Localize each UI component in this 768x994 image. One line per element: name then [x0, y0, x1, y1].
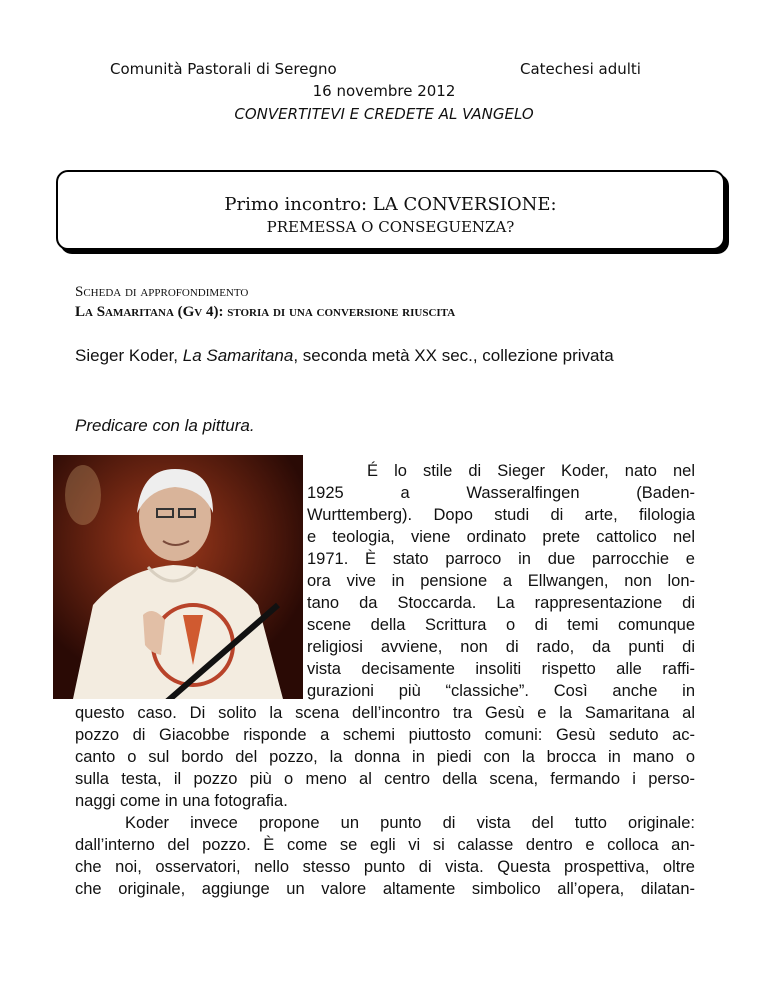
credit-work-title: La Samaritana: [182, 346, 294, 365]
header-date: 16 novembre 2012: [312, 82, 456, 100]
text-line: canto o sul bordo del pozzo, la donna in piedi con la brocca in mano o: [75, 748, 695, 766]
text-line: questo caso. Di solito la scena dell’incontro tra Gesù e la Samaritana al: [75, 704, 695, 722]
text-line: Koder invece propone un punto di vista del tutto originale:: [125, 814, 695, 832]
text-line: religiosi avviene, non di rado, da punti di: [307, 638, 695, 656]
artwork-credit: [75, 346, 614, 366]
credit-author: Sieger Koder,: [75, 346, 183, 365]
text-line: che originale, aggiunge un valore altamente simbolico all’opera, dilatan-: [75, 880, 695, 898]
text-line: e teologia, viene ordinato prete cattolico nel: [307, 528, 695, 546]
text-line: scene della Scrittura o di temi comunque: [307, 616, 695, 634]
text-line: naggi come in una fotografia.: [75, 792, 288, 810]
text-line: 1925 a Wasseralfingen (Baden-: [307, 484, 695, 502]
text-line: pozzo di Giacobbe risponde a schemi piuttosto comuni: Gesù seduto ac-: [75, 726, 695, 744]
text-line: ora vive in pensione a Ellwangen, non lon-: [307, 572, 695, 590]
title-line-2: PREMESSA O CONSEGUENZA?: [266, 218, 515, 236]
paragraph-full: [75, 702, 695, 900]
subtitle: Predicare con la pittura.: [75, 416, 255, 435]
text-line: 1971. È stato parroco in due parrocchie e: [307, 550, 695, 568]
credit-details: , seconda metà XX sec., collezione privata: [293, 346, 614, 365]
section-heading: La Samaritana (Gv 4): storia di una conversione riuscita: [75, 304, 456, 320]
text-line: É lo stile di Sieger Koder, nato nel: [367, 462, 695, 480]
header-community: Comunità Pastorali di Seregno: [110, 60, 337, 78]
paragraph-wrapped: [307, 460, 695, 702]
text-line: sulla testa, il pozzo più o meno al centro della scena, fermando i perso-: [75, 770, 695, 788]
text-line: gurazioni più “classiche”. Così anche in: [307, 682, 695, 700]
title-line-1: Primo incontro: LA CONVERSIONE:: [224, 194, 557, 215]
section-label: Scheda di approfondimento: [75, 284, 249, 300]
header-motto: CONVERTITEVI E CREDETE AL VANGELO: [234, 105, 534, 123]
text-line: dall’interno del pozzo. È come se egli vi si calasse dentro e colloca an-: [75, 836, 695, 854]
portrait-photo: [53, 455, 303, 699]
text-line: vista decisamente insoliti rispetto alle raffi-: [307, 660, 695, 678]
text-line: tano da Stoccarda. La rappresentazione di: [307, 594, 695, 612]
text-line: Wurttemberg). Dopo studi di arte, filologia: [307, 506, 695, 524]
text-line: che noi, osservatori, nello stesso punto di vista. Questa prospettiva, oltre: [75, 858, 695, 876]
title-box: [56, 170, 725, 250]
header-course: Catechesi adulti: [520, 60, 641, 78]
